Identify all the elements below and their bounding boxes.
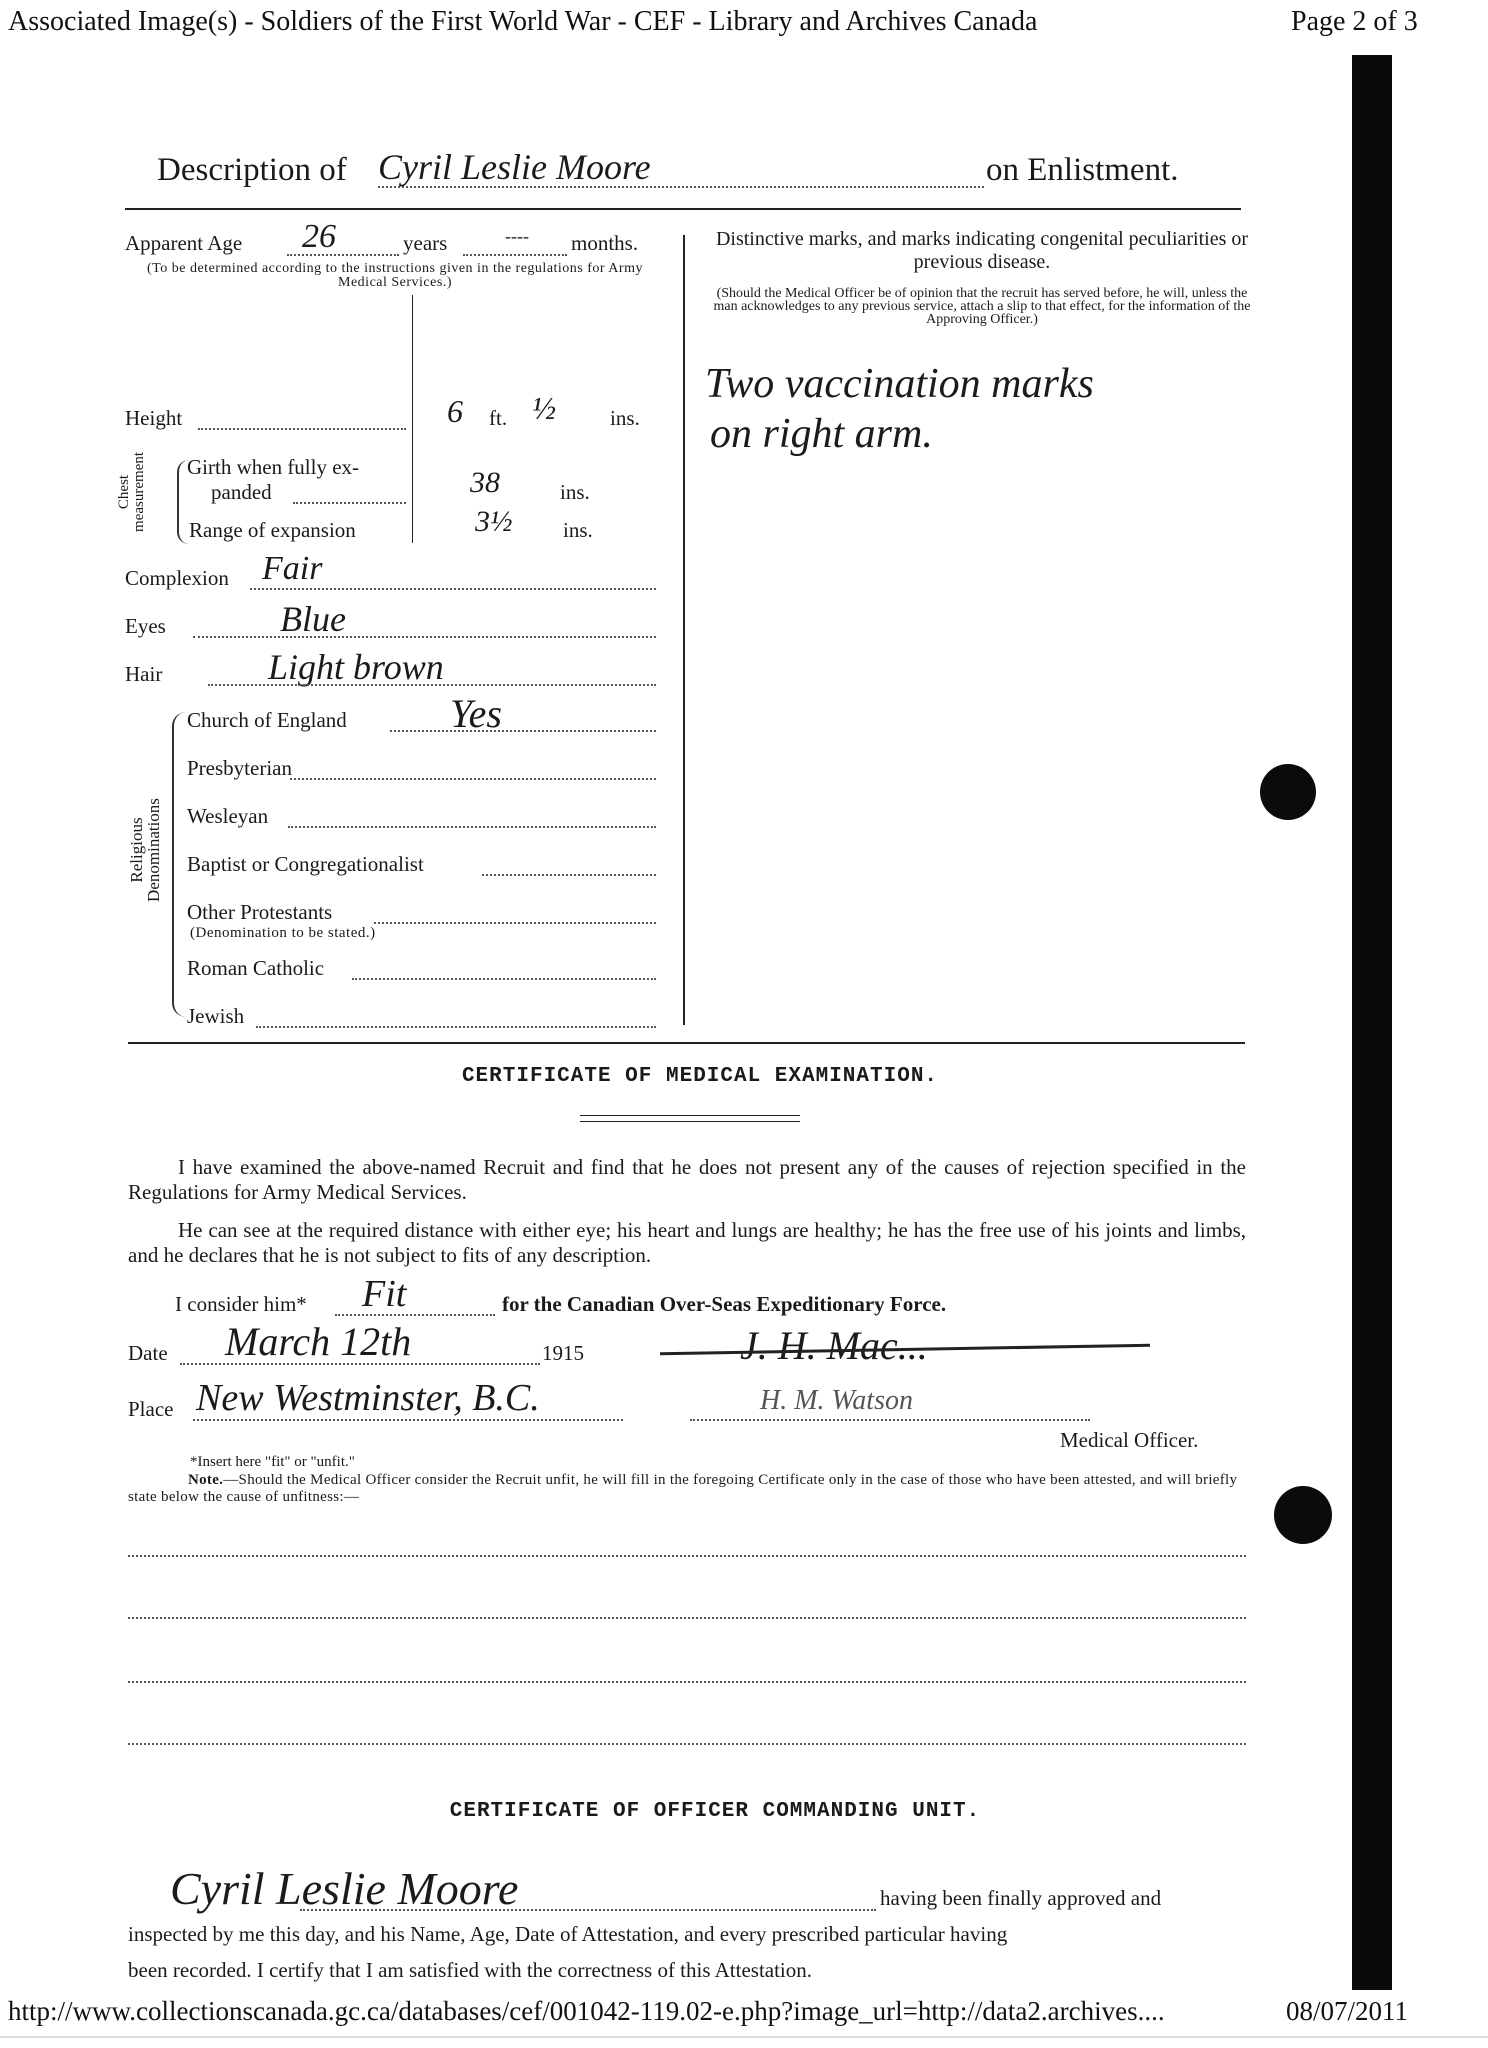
place-label: Place [128, 1397, 174, 1421]
religion-dots [290, 778, 656, 780]
unfit-line-1 [128, 1555, 1246, 1557]
medical-para-1: I have examined the above-named Recruit and find that he does not present any of the causes of rejection specified in the Regulations for Army Medical Services. [128, 1155, 1246, 1204]
commanding-name: Cyril Leslie Moore [170, 1863, 519, 1914]
religion-label: Presbyterian [187, 756, 292, 780]
range-label: Range of expansion [189, 518, 356, 542]
commanding-text-2: inspected by me this day, and his Name, Age, Date of Attestation, and every prescribed particular having [128, 1922, 1008, 1946]
page-bottom-edge [0, 2036, 1488, 2038]
commanding-text-1: having been finally approved and [880, 1886, 1162, 1910]
unfit-line-3 [128, 1681, 1246, 1683]
months-value: ---- [505, 226, 529, 246]
range-unit: ins. [563, 518, 593, 542]
age-value: 26 [302, 218, 336, 255]
medical-heading-rule-1 [580, 1115, 800, 1116]
girth-value: 38 [470, 466, 500, 499]
consider-suffix: for the Canadian Over-Seas Expeditionary Force. [502, 1292, 947, 1316]
form-title-prefix: Description of [157, 152, 347, 188]
date-label: Date [128, 1341, 168, 1365]
age-dots [287, 254, 399, 256]
religion-dots [482, 874, 656, 876]
religion-dots [352, 978, 656, 980]
chest-group-label: Chest measurement [116, 452, 147, 532]
height-ft-label: ft. [489, 406, 508, 430]
unfit-line-2 [128, 1617, 1246, 1619]
religion-label: Church of England [187, 708, 347, 732]
complexion-dots [250, 588, 656, 590]
year-value: 1915 [542, 1341, 584, 1365]
unfit-line-4 [128, 1743, 1246, 1745]
religion-dots [374, 922, 656, 924]
unfit-note [128, 1472, 1246, 1506]
eyes-value: Blue [280, 599, 346, 639]
insert-note: *Insert here "fit" or "unfit." [190, 1454, 355, 1470]
eyes-label: Eyes [125, 614, 166, 638]
marks-heading: Distinctive marks, and marks indicating congenital peculiarities or previous disease. [715, 228, 1249, 273]
height-ft-value: 6 [447, 393, 463, 429]
months-label: months. [571, 231, 639, 255]
religion-dots [390, 730, 656, 732]
punch-hole-upper [1260, 764, 1316, 820]
consider-label: I consider him* [175, 1292, 307, 1316]
commanding-text-3: been recorded. I certify that I am satisfied with the correctness of this Attestation. [128, 1958, 813, 1982]
scan-border-strip [1352, 55, 1392, 1990]
eyes-dots [193, 636, 656, 638]
marks-value-line2: on right arm. [710, 411, 933, 457]
religion-label: Roman Catholic [187, 956, 325, 980]
marks-value-line1: Two vaccination marks [705, 361, 1094, 407]
medical-para-2: He can see at the required distance with either eye; his heart and lungs are healthy; he has the free use of his joints and limbs, and he declares that he is not subject to fits of any description. [128, 1218, 1246, 1267]
recruit-name: Cyril Leslie Moore [378, 147, 651, 187]
hair-value: Light brown [268, 647, 444, 687]
print-footer-url[interactable]: http://www.collectionscanada.gc.ca/databases/cef/001042-119.02-e.php?image_url=http://data2.archives.... [8, 1996, 1165, 2026]
girth-dots [293, 502, 406, 504]
place-value: New Westminster, B.C. [196, 1377, 540, 1419]
name-dotted-line [378, 186, 984, 188]
complexion-value: Fair [262, 550, 323, 587]
signature-1: J. H. Mac... [740, 1323, 928, 1368]
commanding-heading: CERTIFICATE OF OFFICER COMMANDING UNIT. [449, 1800, 981, 1823]
height-dots [198, 428, 406, 430]
months-dots [463, 254, 567, 256]
religion-group-label: Religious Denominations [127, 798, 163, 902]
religion-label: Baptist or Congregationalist [187, 852, 424, 876]
signature-2: H. M. Watson [760, 1385, 913, 1416]
note-text: —Should the Medical Officer consider the Recruit unfit, he will fill in the foregoing Certificate only in the case of those who have been attested, and will briefly state below the cause of unfitness:— [128, 1472, 1238, 1505]
note-title: Note. [188, 1472, 224, 1488]
girth-unit: ins. [560, 480, 590, 504]
commanding-name-dots [300, 1909, 876, 1911]
medical-heading-rule-2 [580, 1121, 800, 1122]
title-rule [125, 208, 1241, 210]
marks-note: (Should the Medical Officer be of opinion that the recruit has served before, he will, unless the man acknowledges to any previous service, attach a slip to that effect, for the information of the Approving Officer.) [713, 286, 1251, 327]
religion-brace [172, 712, 186, 1017]
height-ins-label: ins. [610, 406, 640, 430]
print-header-page: Page 2 of 3 [1291, 6, 1418, 37]
range-value: 3½ [475, 505, 513, 538]
height-label: Height [125, 406, 183, 430]
religion-dots [288, 826, 656, 828]
print-header-title: Associated Image(s) - Soldiers of the First World War - CEF - Library and Archives Canada [8, 6, 1038, 37]
religion-label: Wesleyan [187, 804, 269, 828]
date-dots [180, 1363, 540, 1365]
other-denomination-note: (Denomination to be stated.) [190, 925, 376, 941]
column-divider [683, 235, 685, 1025]
complexion-label: Complexion [125, 566, 229, 590]
religion-label: Other Protestants [187, 900, 333, 924]
fit-dots [335, 1314, 495, 1316]
print-footer-date: 08/07/2011 [1286, 1996, 1409, 2026]
date-value: March 12th [225, 1319, 412, 1364]
hair-dots [208, 684, 656, 686]
age-label: Apparent Age [125, 231, 243, 255]
girth-label-2: panded [211, 480, 272, 504]
place-dots [193, 1419, 623, 1421]
religion-label: Jewish [187, 1004, 245, 1028]
years-label: years [403, 231, 448, 255]
medical-heading: CERTIFICATE OF MEDICAL EXAMINATION. [461, 1065, 939, 1088]
girth-label-1: Girth when fully ex- [187, 455, 360, 479]
section-rule [128, 1042, 1245, 1044]
height-ins-value: ½ [532, 390, 556, 426]
religion-dots [256, 1026, 656, 1028]
hair-label: Hair [125, 662, 163, 686]
form-title-suffix: on Enlistment. [986, 152, 1179, 188]
medical-officer-label: Medical Officer. [1060, 1428, 1199, 1452]
fit-value: Fit [362, 1273, 407, 1315]
measure-divider [412, 295, 413, 543]
punch-hole-lower [1274, 1486, 1332, 1544]
officer-dots [690, 1419, 1090, 1421]
age-note: (To be determined according to the instructions given in the regulations for Army Medical Services.) [147, 261, 643, 290]
religion-value: Yes [450, 691, 502, 736]
